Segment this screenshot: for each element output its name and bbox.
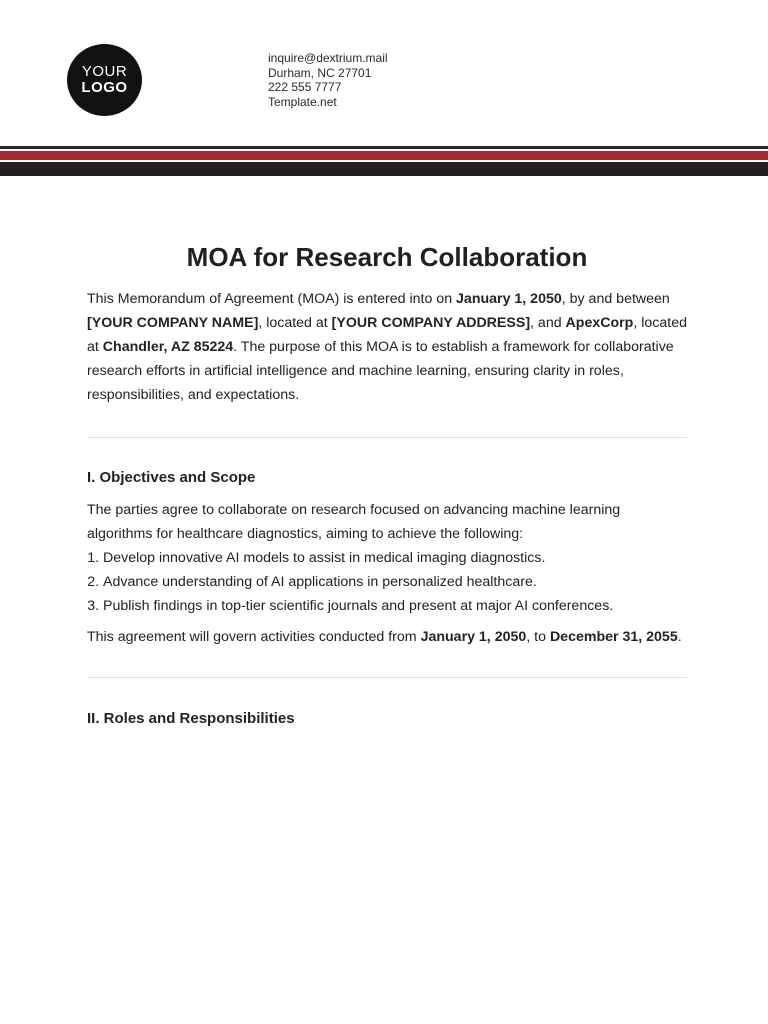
- objectives-list: [87, 546, 687, 618]
- company-address: [YOUR COMPANY ADDRESS]: [331, 315, 531, 331]
- section-heading-objectives: I. Objectives and Scope: [87, 469, 256, 486]
- header-band-red: [0, 151, 768, 160]
- letterhead: [0, 0, 768, 150]
- intro-text: , located at: [258, 315, 332, 331]
- header-band-thin: [0, 146, 768, 149]
- company-logo: [67, 44, 142, 116]
- logo-text-line2: LOGO: [81, 79, 128, 96]
- term-text: .: [677, 629, 682, 645]
- term-text: This agreement will govern activities conducted from: [87, 629, 421, 645]
- company-name: [YOUR COMPANY NAME]: [87, 315, 259, 331]
- contact-info: [268, 51, 388, 109]
- intro-text: This Memorandum of Agreement (MOA) is entered into on: [87, 291, 457, 307]
- section-heading-roles: II. Roles and Responsibilities: [87, 710, 295, 727]
- intro-text: , and: [530, 315, 566, 331]
- intro-text: , located at: [87, 315, 687, 355]
- intro-text: . The purpose of this MOA is to establish a framework for collaborative research efforts in artificial intelligence and machine learning, ensuring clarity in roles, responsibilities, and expectations.: [87, 339, 674, 403]
- intro-text: , by and between: [561, 291, 670, 307]
- term-paragraph: [87, 625, 687, 649]
- section-divider: [87, 437, 687, 438]
- contact-phone: 222 555 7777: [268, 80, 342, 94]
- term-start-date: January 1, 2050: [420, 629, 527, 645]
- list-item: 3. Publish findings in top-tier scientific journals and present at major AI conferences.: [103, 594, 687, 618]
- partner-location: Chandler, AZ 85224: [102, 339, 234, 355]
- term-end-date: December 31, 2055: [549, 629, 678, 645]
- list-item: 2. Advance understanding of AI applications in personalized healthcare.: [103, 570, 687, 594]
- agreement-date: January 1, 2050: [456, 291, 562, 307]
- objectives-paragraph: The parties agree to collaborate on research focused on advancing machine learning algorithms for healthcare diagnostics, aiming to achieve the following:: [87, 502, 621, 542]
- document-body: [87, 236, 687, 729]
- header-band-dark: [0, 162, 768, 176]
- contact-address: Durham, NC 27701: [268, 65, 372, 80]
- intro-paragraph: [87, 287, 687, 407]
- list-item: 1. Develop innovative AI models to assist in medical imaging diagnostics.: [103, 546, 687, 570]
- logo-text-line1: YOUR: [81, 63, 128, 80]
- term-text: , to: [526, 629, 550, 645]
- section-divider: [87, 677, 687, 678]
- contact-email: inquire@dextrium.mail: [268, 51, 388, 65]
- document-title: MOA for Research Collaboration: [186, 242, 588, 272]
- partner-name: ApexCorp: [565, 315, 634, 331]
- contact-website: Template.net: [268, 94, 337, 109]
